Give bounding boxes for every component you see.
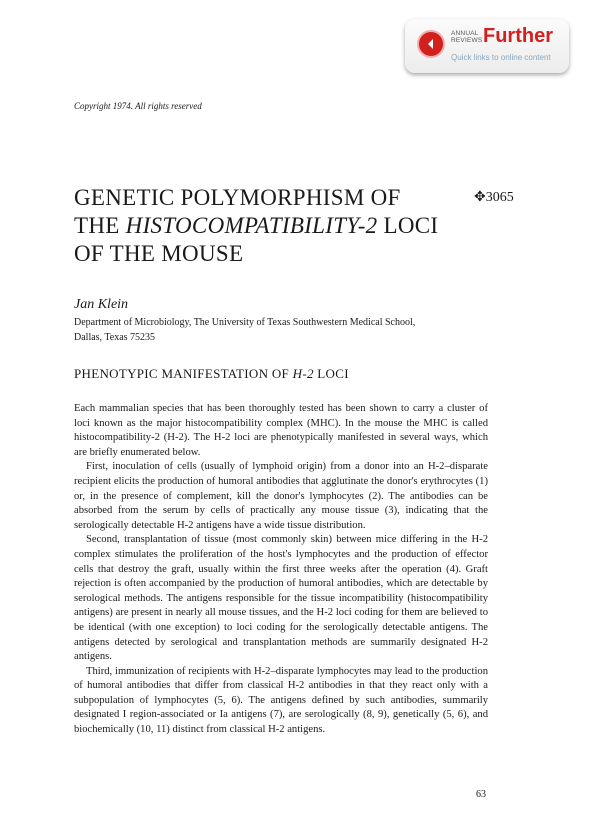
- badge-publisher: ANNUAL REVIEWS: [451, 30, 483, 44]
- section-heading: PHENOTYPIC MANIFESTATION OF H-2 LOCI: [74, 366, 349, 381]
- paragraph: First, inoculation of cells (usually of lymphoid origin) from a donor into an H-2–disparate recipient elicits the production of humoral antibodies that agglutinate the donor's erythrocytes (1) or, in the presence of complement, kill the donor's lymphocytes (2). The antibodies can be absorbed from the serum by cells of practically any mouse tissue (3), indicating that the serologically detectable H-2 antigens have a wide tissue distribution.: [74, 461, 488, 531]
- paragraph: Second, transplantation of tissue (most commonly skin) between mice differing in the H-2 complex stimulates the proliferation of the host's lymphocytes and the production of effector cells that destroy the graft, usually within the first three weeks after the operation (4). Graft rejection is often accompanied by the production of humoral antibodies, which are detectable by serological methods. The antigens responsible for the tissue incompatibility (histocompatibility antigens) are present in nearly all mouse tissues, and the H-2 loci coding for them are believed to be identical (with one exception) to loci coding for the serologically detectable antigens. The antigens detected by serological and transplantation methods are summarily designated H-2 antigens.: [74, 534, 488, 663]
- paragraph: Each mammalian species that has been thoroughly tested has been shown to carry a cluster of loci known as the major histocompatibility complex (MHC). In the mouse the MHC is called histocompatibility-2 (H-2). The H-2 loci are phenotypically manifested in several ways, which are briefly enumerated below.: [74, 403, 488, 458]
- further-links-badge[interactable]: [405, 19, 569, 73]
- author-affiliation: Department of Microbiology, The University of Texas Southwestern Medical School, Dallas, Texas 75235: [74, 317, 416, 343]
- badge-title: Further: [483, 25, 553, 47]
- page-number: 63: [476, 789, 486, 800]
- article-body: [74, 402, 488, 738]
- badge-subtitle: Quick links to online content: [451, 53, 551, 62]
- article-code: ✥3065: [474, 190, 514, 205]
- paragraph: Third, immunization of recipients with H-2–disparate lymphocytes may lead to the production of humoral antibodies that differ from classical H-2 antibodies in that they react only with a subpopulation of lymphocytes (5, 6). The antigens defined by such antibodies, summarily designated I region-associated or Ia antigens (7), are serologically (8, 9), genetically (5, 6), and biochemically (10, 11) distinct from classical H-2 antigens.: [74, 665, 488, 736]
- author-name: Jan Klein: [74, 297, 129, 312]
- arrow-left-icon: [417, 30, 445, 58]
- copyright-notice: Copyright 1974. All rights reserved: [74, 101, 202, 111]
- article-title: GENETIC POLYMORPHISM OF THE HISTOCOMPATIBILITY-2 LOCI OF THE MOUSE: [74, 185, 439, 266]
